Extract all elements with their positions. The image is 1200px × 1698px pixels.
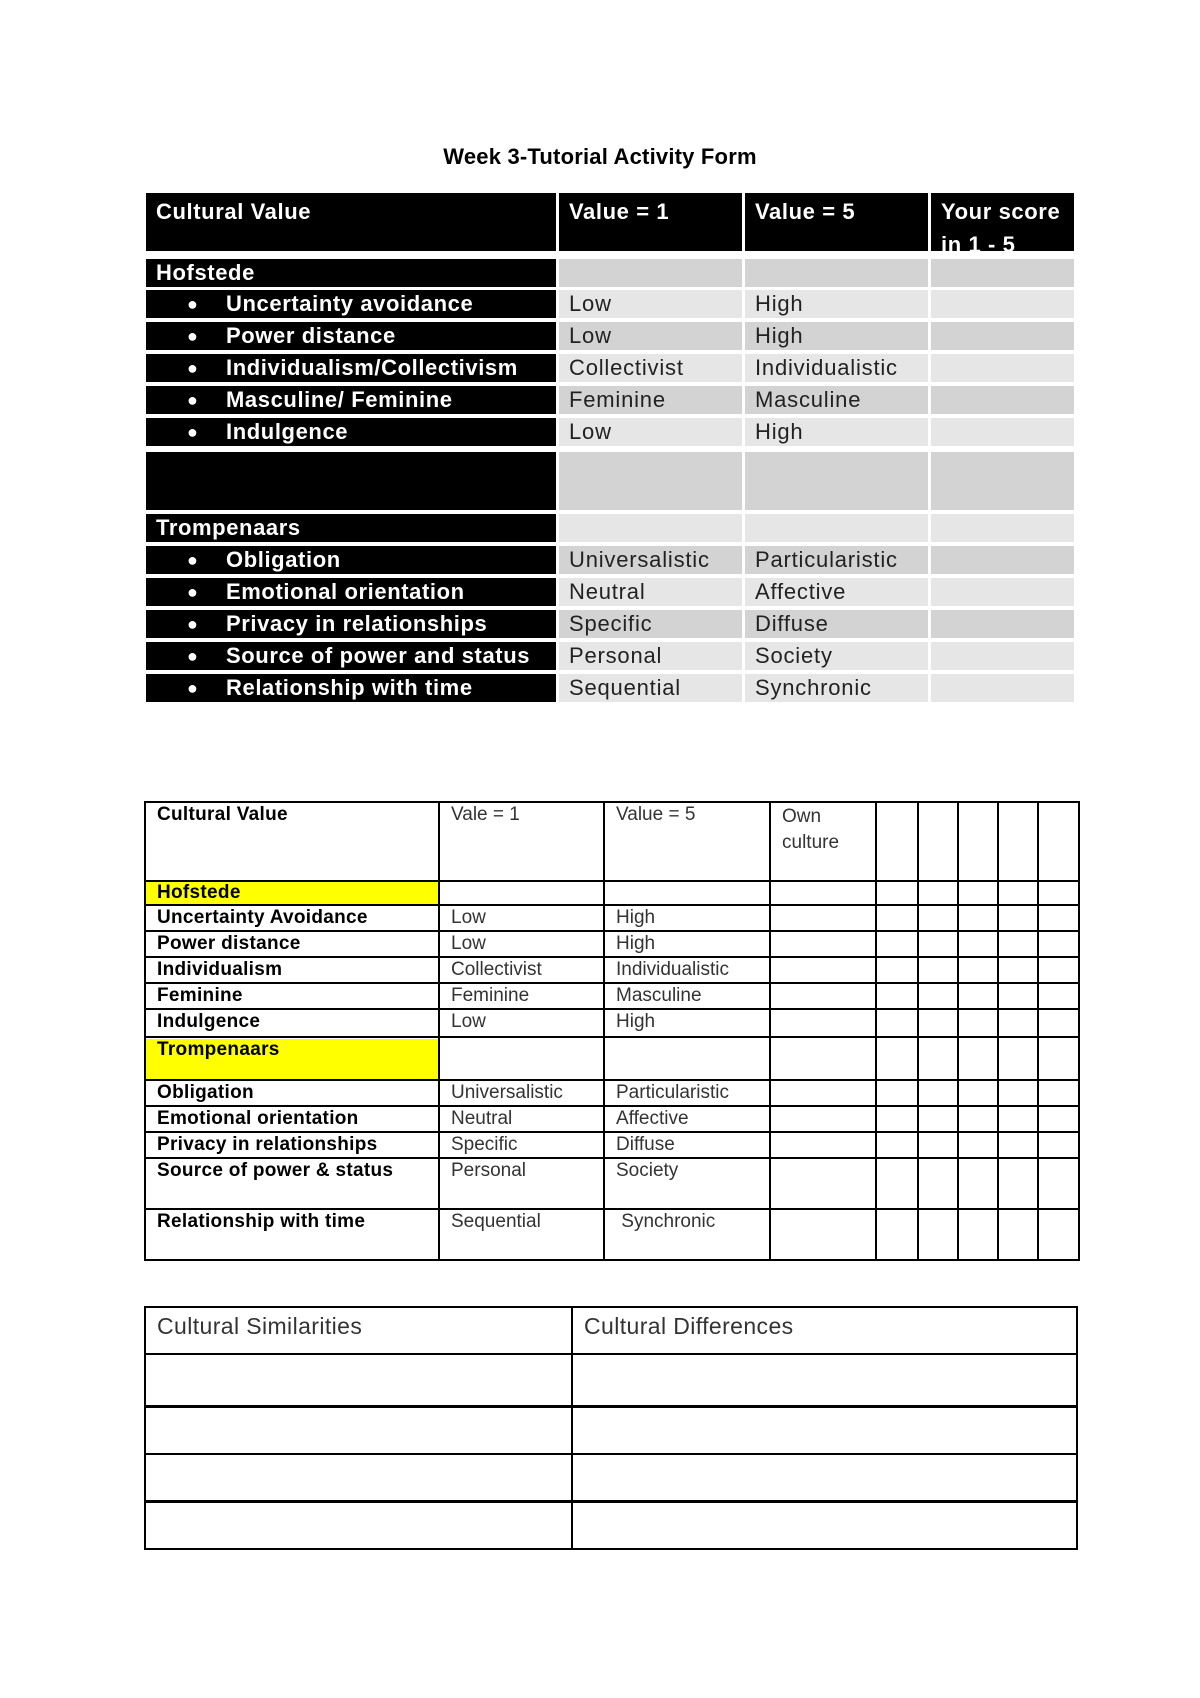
- row-label: Indulgence: [157, 1011, 261, 1032]
- row-label-text: Obligation: [226, 547, 341, 572]
- differences-cell[interactable]: [573, 1355, 1076, 1405]
- header-your-score-line2: in 1 - 5: [941, 232, 1016, 251]
- similarities-cell[interactable]: [146, 1408, 571, 1453]
- bullet-icon: ●: [187, 390, 199, 410]
- grid-line: [144, 1105, 1080, 1107]
- value-5-cell: Individualistic: [745, 354, 928, 382]
- row-label-text: Privacy in relationships: [226, 611, 488, 636]
- row-label: Obligation: [157, 1082, 254, 1103]
- value-5-cell: Society: [745, 642, 928, 670]
- score-cell[interactable]: [931, 322, 1074, 350]
- value-5-cell: High: [745, 418, 928, 446]
- header-cultural-value: Cultural Value: [157, 804, 288, 825]
- grid-line: [144, 1208, 1080, 1210]
- grid-line: [1078, 801, 1080, 1261]
- row-label: [146, 578, 556, 606]
- row-label: [146, 546, 556, 574]
- section-trompenaars: Trompenaars: [157, 1039, 280, 1060]
- row-label-text: Source of power and status: [226, 643, 531, 668]
- section-hofstede: Hofstede: [146, 259, 556, 287]
- row-label: Uncertainty Avoidance: [157, 907, 368, 928]
- value-1-cell: Collectivist: [559, 354, 742, 382]
- value-1-cell: Universalistic: [451, 1082, 563, 1103]
- row-label: [146, 642, 556, 670]
- grid-line: [144, 1079, 1080, 1081]
- grid-line: [875, 801, 877, 1261]
- value-5-cell: Masculine: [616, 985, 702, 1006]
- grid-line: [144, 1157, 1080, 1159]
- grid-line: [144, 1036, 1080, 1038]
- score-cell[interactable]: [931, 354, 1074, 382]
- row-label: [146, 386, 556, 414]
- grid-line: [997, 801, 999, 1261]
- grid-line: [144, 982, 1080, 984]
- bullet-icon: ●: [187, 646, 199, 666]
- row-label: [146, 610, 556, 638]
- row-label: Source of power & status: [157, 1160, 394, 1181]
- grid-line: [144, 801, 1080, 803]
- row-label-text: Indulgence: [226, 419, 349, 444]
- bullet-icon: ●: [187, 614, 199, 634]
- header-own-line1: Own: [782, 806, 822, 827]
- score-cell[interactable]: [931, 642, 1074, 670]
- grid-line: [1037, 801, 1039, 1261]
- header-own-culture: [771, 804, 875, 856]
- value-5-cell: High: [745, 290, 928, 318]
- value-1-cell: Neutral: [451, 1108, 513, 1129]
- score-cell[interactable]: [931, 418, 1074, 446]
- value-5-cell: Affective: [745, 578, 928, 606]
- grid-line: [144, 1548, 1078, 1550]
- grid-line: [144, 930, 1080, 932]
- value-5-cell: Diffuse: [745, 610, 928, 638]
- header-vale-1: Vale = 1: [451, 804, 520, 825]
- value-1-cell: Low: [559, 322, 742, 350]
- value-5-cell: High: [616, 907, 656, 928]
- grid-line: [144, 1259, 1080, 1261]
- score-cell[interactable]: [931, 546, 1074, 574]
- header-value-5: Value = 5: [745, 193, 928, 251]
- value-1-cell: Personal: [451, 1160, 526, 1181]
- section-hofstede-blank-1: [559, 259, 742, 287]
- row-label-text: Masculine/ Feminine: [226, 387, 453, 412]
- row-label-text: Uncertainty avoidance: [226, 291, 474, 316]
- value-1-cell: Sequential: [451, 1211, 541, 1232]
- section-hofstede-blank-score: [931, 259, 1074, 287]
- value-5-cell: Diffuse: [616, 1134, 675, 1155]
- score-cell[interactable]: [931, 674, 1074, 702]
- value-1-cell: Collectivist: [451, 959, 542, 980]
- row-label-text: Emotional orientation: [226, 579, 465, 604]
- differences-cell[interactable]: [573, 1503, 1076, 1548]
- value-1-cell: Feminine: [451, 985, 530, 1006]
- bullet-icon: ●: [187, 550, 199, 570]
- value-1-cell: Low: [559, 418, 742, 446]
- grid-line: [957, 801, 959, 1261]
- value-1-cell: Neutral: [559, 578, 742, 606]
- grid-line: [1076, 1306, 1078, 1550]
- value-1-cell: Specific: [559, 610, 742, 638]
- grid-line: [144, 1306, 1078, 1308]
- similarities-cell[interactable]: [146, 1355, 571, 1405]
- section-trompenaars-blank-5: [745, 514, 928, 542]
- value-5-cell: Affective: [616, 1108, 689, 1129]
- spacer-row-cell: [559, 452, 742, 510]
- grid-line: [144, 1008, 1080, 1010]
- value-1-cell: Universalistic: [559, 546, 742, 574]
- value-1-cell: Personal: [559, 642, 742, 670]
- header-own-line2: culture: [782, 832, 840, 853]
- bullet-icon: ●: [187, 678, 199, 698]
- row-label-text: Individualism/Collectivism: [226, 355, 518, 380]
- value-1-cell: Sequential: [559, 674, 742, 702]
- grid-line: [144, 1131, 1080, 1133]
- row-label: Emotional orientation: [157, 1108, 359, 1129]
- differences-cell[interactable]: [573, 1408, 1076, 1453]
- header-cultural-similarities: Cultural Similarities: [157, 1313, 363, 1339]
- score-cell[interactable]: [931, 610, 1074, 638]
- grid-line: [144, 904, 1080, 906]
- grid-line: [917, 801, 919, 1261]
- value-1-cell: Low: [451, 933, 486, 954]
- grid-line: [769, 801, 771, 1261]
- section-hofstede: Hofstede: [157, 882, 241, 903]
- header-your-score-line1: Your score: [941, 199, 1061, 224]
- value-5-cell: Masculine: [745, 386, 928, 414]
- value-5-cell: Society: [616, 1160, 679, 1181]
- value-1-cell: Low: [451, 907, 486, 928]
- bullet-icon: ●: [187, 422, 199, 442]
- value-5-cell: Particularistic: [745, 546, 928, 574]
- bullet-icon: ●: [187, 582, 199, 602]
- cultural-values-table-grid: [144, 801, 1080, 1261]
- row-label: Feminine: [157, 985, 243, 1006]
- value-1-cell: Low: [451, 1011, 486, 1032]
- row-label: [146, 354, 556, 382]
- score-cell[interactable]: [931, 578, 1074, 606]
- row-label-text: Relationship with time: [226, 675, 473, 700]
- value-1-cell: Feminine: [559, 386, 742, 414]
- row-label: [146, 290, 556, 318]
- similarities-cell[interactable]: [146, 1503, 571, 1548]
- value-5-cell: Synchronic: [745, 674, 928, 702]
- section-hofstede-blank-5: [745, 259, 928, 287]
- row-label: [146, 418, 556, 446]
- score-cell[interactable]: [931, 386, 1074, 414]
- score-cell[interactable]: [931, 290, 1074, 318]
- header-cultural-differences: Cultural Differences: [584, 1313, 794, 1339]
- header-value-5: Value = 5: [616, 804, 696, 825]
- row-label: [146, 674, 556, 702]
- section-trompenaars: Trompenaars: [146, 514, 556, 542]
- row-label: [146, 322, 556, 350]
- row-label: Relationship with time: [157, 1211, 366, 1232]
- spacer-row-cell: [931, 452, 1074, 510]
- row-label: Privacy in relationships: [157, 1134, 378, 1155]
- value-5-cell: High: [616, 1011, 656, 1032]
- bullet-icon: ●: [187, 358, 199, 378]
- differences-cell[interactable]: [573, 1455, 1076, 1500]
- header-value-1: Value = 1: [559, 193, 742, 251]
- page-title: Week 3-Tutorial Activity Form: [443, 144, 757, 169]
- value-1-cell: Low: [559, 290, 742, 318]
- value-5-cell: Individualistic: [616, 959, 729, 980]
- grid-line: [144, 956, 1080, 958]
- row-label: Individualism: [157, 959, 283, 980]
- row-label: Power distance: [157, 933, 301, 954]
- row-label-text: Power distance: [226, 323, 396, 348]
- value-5-cell: High: [745, 322, 928, 350]
- spacer-row-label: [146, 452, 556, 510]
- spacer-row-cell: [745, 452, 928, 510]
- section-trompenaars-blank-1: [559, 514, 742, 542]
- value-5-cell: High: [616, 933, 656, 954]
- bullet-icon: ●: [187, 326, 199, 346]
- similarities-cell[interactable]: [146, 1455, 571, 1500]
- value-5-cell: Particularistic: [616, 1082, 729, 1103]
- value-1-cell: Specific: [451, 1134, 518, 1155]
- similarities-differences-table: [144, 1306, 1078, 1550]
- header-your-score: [931, 193, 1074, 251]
- section-trompenaars-blank-score: [931, 514, 1074, 542]
- value-5-cell: Synchronic: [616, 1211, 716, 1232]
- bullet-icon: ●: [187, 294, 199, 314]
- header-cultural-value: Cultural Value: [146, 193, 556, 251]
